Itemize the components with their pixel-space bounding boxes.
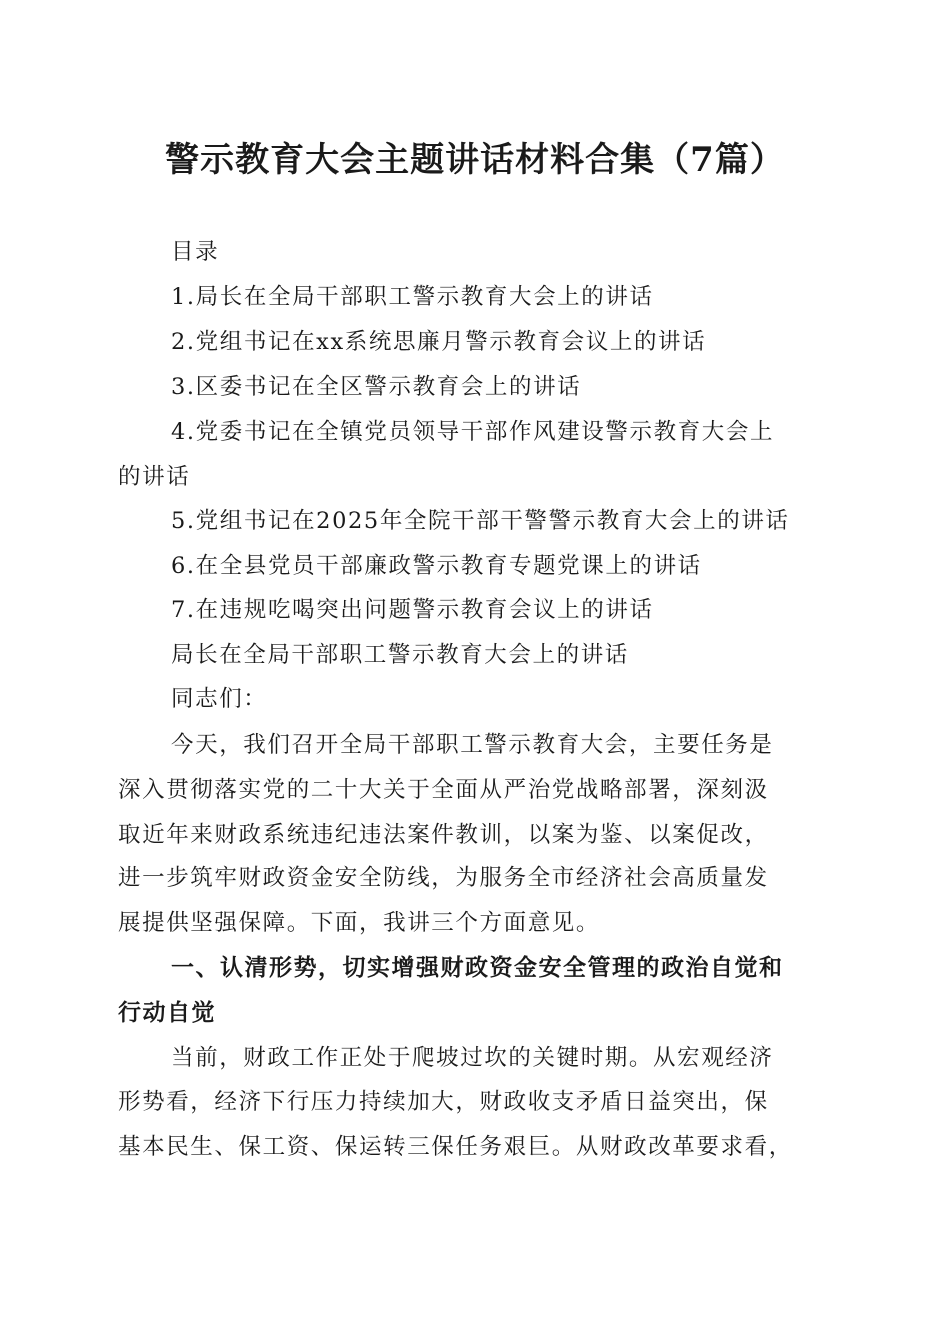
toc-item-5: 5.党组书记在2025年全院干部干警警示教育大会上的讲话 [171,508,790,534]
toc-item-7: 7.在违规吃喝突出问题警示教育会议上的讲话 [171,597,654,623]
section-1-body-line-2: 形势看，经济下行压力持续加大，财政收支矛盾日益突出，保 [118,1089,769,1115]
toc-item-3: 3.区委书记在全区警示教育会上的讲话 [171,374,582,400]
toc-item-4-continued: 的讲话 [118,464,191,490]
intro-line-4: 进一步筑牢财政资金安全防线，为服务全市经济社会高质量发 [118,865,769,891]
section-1-heading-continued: 行动自觉 [118,1000,216,1026]
speech-title: 局长在全局干部职工警示教育大会上的讲话 [171,642,629,668]
toc-item-2: 2.党组书记在xx系统思廉月警示教育会议上的讲话 [171,329,707,355]
document-title: 警示教育大会主题讲话材料合集（7篇） [165,140,785,180]
intro-line-2: 深入贯彻落实党的二十大关于全面从严治党战略部署，深刻汲 [118,777,769,803]
intro-line-3: 取近年来财政系统违纪违法案件教训，以案为鉴、以案促改， [118,822,769,848]
intro-line-1: 今天，我们召开全局干部职工警示教育大会，主要任务是 [171,732,774,758]
section-1-body-line-1: 当前，财政工作正处于爬坡过坎的关键时期。从宏观经济 [171,1045,774,1071]
toc-label: 目录 [171,239,220,265]
section-1-body-line-3: 基本民生、保工资、保运转三保任务艰巨。从财政改革要求看， [118,1134,793,1160]
salutation: 同志们： [171,686,268,712]
intro-line-5: 展提供坚强保障。下面，我讲三个方面意见。 [118,910,601,936]
toc-item-1: 1.局长在全局干部职工警示教育大会上的讲话 [171,284,654,310]
toc-item-6: 6.在全县党员干部廉政警示教育专题党课上的讲话 [171,553,702,579]
toc-item-4: 4.党委书记在全镇党员领导干部作风建设警示教育大会上 [171,419,775,445]
section-1-heading: 一、认清形势，切实增强财政资金安全管理的政治自觉和 [171,955,784,981]
